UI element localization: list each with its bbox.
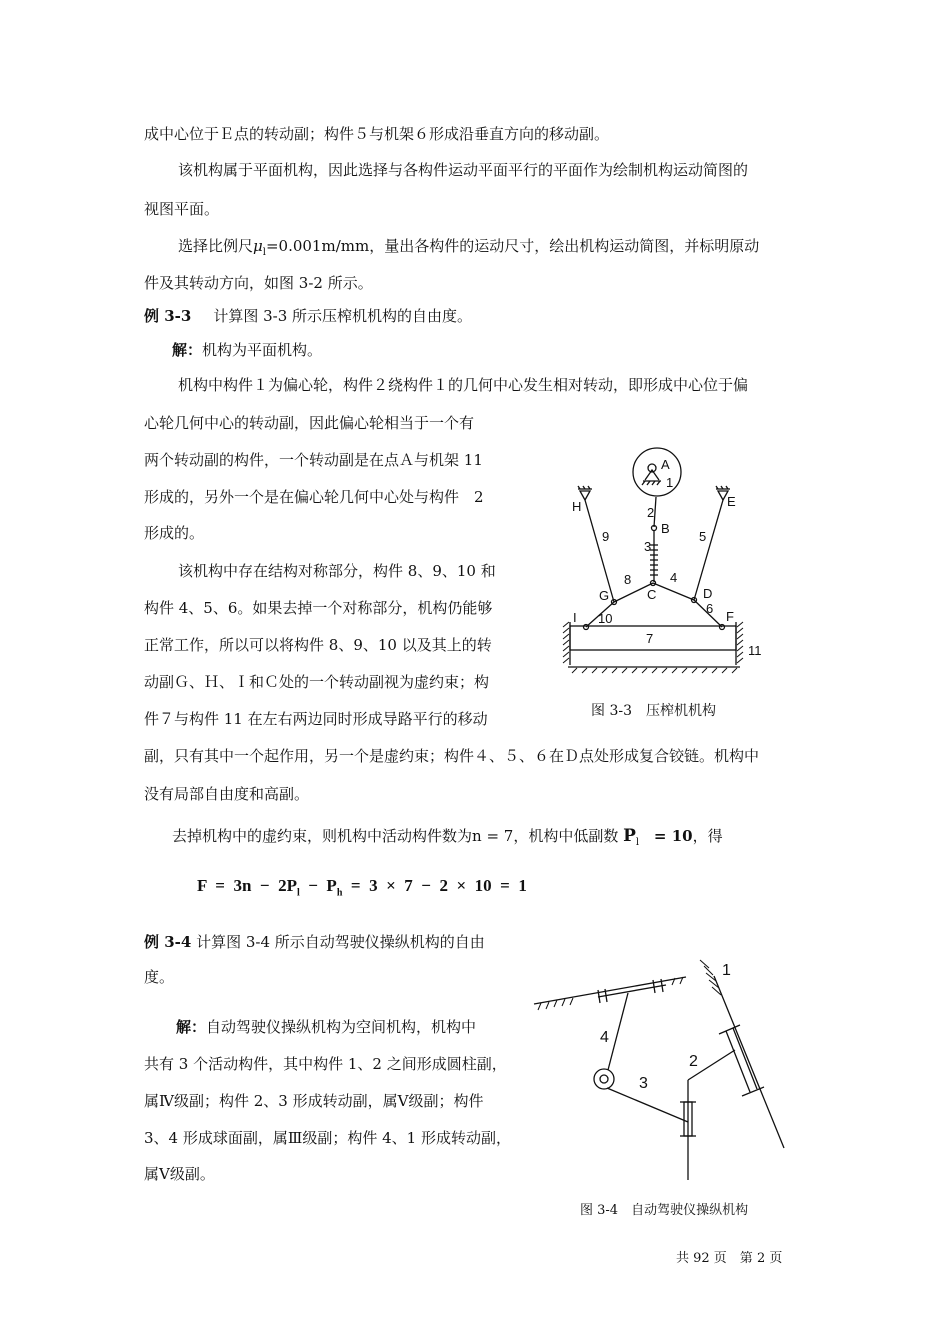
solution-label: 解：: [176, 1018, 207, 1036]
label-2: 2: [689, 1053, 698, 1070]
P-symbol: P: [623, 826, 636, 846]
solution-text: 机构为平面机构。: [202, 341, 323, 359]
label-4: 4: [670, 570, 678, 585]
formula-part: = 3 × 7 − 2 × 10 = 1: [342, 876, 527, 895]
paragraph-line: 两个转动副的构件，一个转动副是在点Ａ与机架 11: [144, 451, 483, 469]
dof-formula: [197, 876, 527, 898]
mu-symbol: μ: [253, 237, 263, 255]
paragraph-line: 属Ⅴ级副。: [144, 1165, 215, 1183]
example-heading: [144, 306, 472, 326]
mu-subscript: l: [262, 247, 266, 258]
solution-line: [176, 1017, 476, 1037]
label-5: 5: [699, 529, 707, 544]
label-9: 9: [602, 529, 610, 544]
paragraph-line: 机构中构件１为偏心轮，构件２绕构件１的几何中心发生相对转动，即形成中心位于偏: [178, 376, 749, 394]
paragraph-line: 心轮几何中心的转动副，因此偏心轮相当于一个有: [144, 414, 475, 432]
label-11: 11: [748, 643, 762, 658]
label-H: H: [572, 499, 582, 514]
formula-subscript: h: [336, 887, 343, 899]
P-subscript: l: [635, 837, 640, 848]
paragraph-line: 构件 4、5、6。如果去掉一个对称部分，机构仍能够: [144, 599, 493, 617]
n-value: n = 7: [472, 827, 514, 845]
label-1: 1: [666, 475, 674, 490]
paragraph-line: 动副Ｇ、Ｈ、Ｉ和Ｃ处的一个转动副视为虚约束；构: [144, 673, 490, 691]
paragraph-line: [178, 236, 759, 263]
example-text: 计算图 3-4 所示自动驾驶仪操纵机构的自由: [196, 933, 485, 951]
label-8: 8: [624, 572, 632, 587]
figure-caption: 图 3-3 压榨机机构: [591, 703, 716, 719]
label-3: 3: [639, 1075, 648, 1092]
press-mechanism-diagram: [560, 440, 780, 685]
example-label: 例 3-4: [144, 933, 192, 951]
label-10: 10: [598, 611, 613, 626]
example-label: 例 3-3: [144, 307, 192, 325]
paragraph-line: 形成的。: [144, 524, 205, 542]
page-footer: 共 92 页 第 2 页: [676, 1251, 783, 1266]
paragraph-line: 3、4 形成球面副，属Ⅲ级副；构件 4、1 形成转动副，: [144, 1129, 511, 1147]
solution-line: [172, 340, 322, 360]
text-span: ，机构中低副数: [513, 827, 619, 845]
paragraph-line: 正常工作，所以可以将构件 8、9、10 以及其上的转: [144, 636, 492, 654]
paragraph-line: 该机构属于平面机构，因此选择与各构件运动平面平行的平面作为绘制机构运动简图的: [178, 161, 749, 179]
label-G: G: [599, 588, 610, 603]
label-B: B: [661, 521, 670, 536]
label-A: A: [661, 457, 670, 472]
text-span: =0.001m/mm，量出各构件的运动尺寸，绘出机构运动简图，并标明原动: [265, 237, 760, 255]
label-I: I: [573, 610, 577, 625]
paragraph-line: 形成的，另外一个是在偏心轮几何中心处与构件 2: [144, 488, 484, 506]
example-text: 计算图 3-3 所示压榨机机构的自由度。: [213, 307, 473, 325]
label-E: E: [727, 494, 736, 509]
paragraph-line: 成中心位于Ｅ点的转动副；构件５与机架６形成沿垂直方向的移动副。: [144, 125, 610, 143]
paragraph-line: [172, 826, 723, 853]
label-7: 7: [646, 631, 654, 646]
paragraph-line: 副，只有其中一个起作用，另一个是虚约束；构件４、５、６在Ｄ点处形成复合铰链。机构中: [144, 747, 760, 765]
label-C: C: [647, 587, 657, 602]
solution-label: 解：: [172, 341, 203, 359]
label-1: 1: [722, 962, 731, 979]
paragraph-line: 没有局部自由度和高副。: [144, 785, 310, 803]
text-span: ，得: [692, 827, 723, 845]
label-D: D: [703, 586, 713, 601]
figure-caption: 图 3-4 自动驾驶仪操纵机构: [580, 1203, 749, 1218]
P-value: = 10: [653, 827, 693, 845]
solution-text: 自动驾驶仪操纵机构为空间机构，机构中: [206, 1018, 477, 1036]
text-span: 选择比例尺: [178, 237, 254, 255]
autopilot-mechanism-diagram: [530, 950, 790, 1190]
label-F: F: [726, 609, 734, 624]
paragraph-line: 视图平面。: [144, 200, 220, 218]
paragraph-line: 属Ⅳ级副；构件 2、3 形成转动副，属Ⅴ级副；构件: [144, 1092, 484, 1110]
formula-part: − P: [299, 876, 337, 895]
formula-subscript: l: [296, 887, 300, 899]
label-2: 2: [647, 505, 655, 520]
paragraph-line: 件及其转动方向，如图 3-2 所示。: [144, 274, 373, 292]
label-6: 6: [706, 601, 714, 616]
text-span: 去掉机构中的虚约束，则机构中活动构件数为: [172, 827, 473, 845]
label-4: 4: [600, 1029, 609, 1046]
paragraph-line: 共有 3 个活动构件，其中构件 1、2 之间形成圆柱副，: [144, 1055, 507, 1073]
paragraph-line: 件７与构件 11 在左右两边同时形成导路平行的移动: [144, 710, 488, 728]
example-heading: [144, 932, 485, 952]
paragraph-line: 度。: [144, 968, 175, 986]
formula-part: F = 3n − 2P: [197, 876, 297, 895]
paragraph-line: 该机构中存在结构对称部分，构件 8、9、10 和: [178, 562, 496, 580]
label-3: 3: [644, 539, 652, 554]
